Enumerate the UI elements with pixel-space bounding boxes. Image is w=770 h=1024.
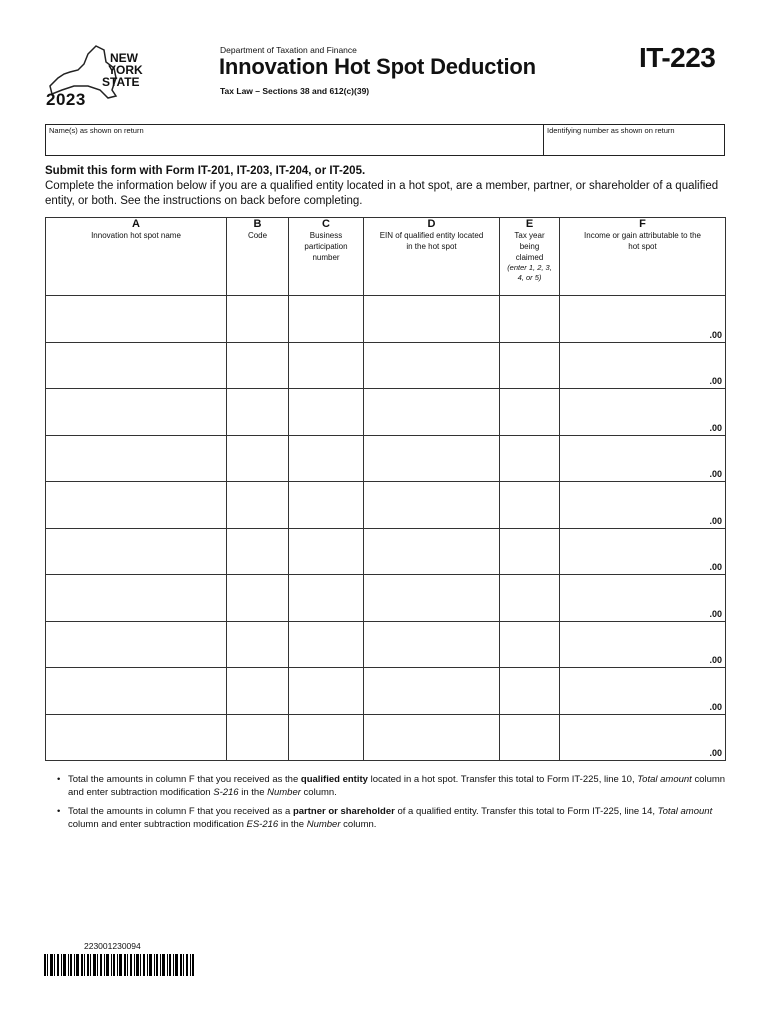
participation-number-cell[interactable] <box>289 389 364 436</box>
income-cell[interactable] <box>560 296 726 343</box>
tax-year-cell[interactable] <box>500 389 560 436</box>
ein-cell[interactable] <box>364 714 500 761</box>
note-partner-shareholder: • Total the amounts in column F that you received as a partner or shareholder of a qualified entity. Transfer this total to Form IT-225, line 14, Total amount column and enter subtraction modification ES-216 in the Number column. <box>68 805 726 831</box>
table-row <box>46 435 726 482</box>
column-header-c: C Business participation number <box>289 218 364 296</box>
identifying-number-field[interactable] <box>543 124 725 156</box>
cents-suffix: .00 <box>709 469 722 479</box>
code-cell[interactable] <box>227 714 289 761</box>
logo-wordmark <box>102 52 143 88</box>
table-header-row <box>46 218 726 296</box>
column-header-e: E Tax year being claimed (enter 1, 2, 3, 4, or 5) <box>500 218 560 296</box>
participation-number-cell[interactable] <box>289 342 364 389</box>
hot-spot-name-cell[interactable] <box>46 621 227 668</box>
income-cell[interactable] <box>560 528 726 575</box>
column-header-a: A Innovation hot spot name <box>46 218 227 296</box>
cents-suffix: .00 <box>709 329 722 340</box>
form-year: 2023 <box>46 90 86 109</box>
logo-line-state: STATE <box>102 75 140 89</box>
code-cell[interactable] <box>227 621 289 668</box>
ein-cell[interactable] <box>364 482 500 529</box>
cents-suffix: .00 <box>709 515 722 526</box>
hot-spot-name-cell[interactable] <box>46 389 227 436</box>
ein-cell[interactable] <box>364 389 500 436</box>
code-cell[interactable] <box>227 575 289 622</box>
tax-year-cell[interactable] <box>500 435 560 482</box>
cents-suffix: .00 <box>709 562 722 572</box>
hot-spot-name-cell[interactable] <box>46 296 227 343</box>
hot-spot-name-cell[interactable] <box>46 342 227 389</box>
code-cell[interactable] <box>227 435 289 482</box>
hot-spot-name-cell[interactable] <box>46 435 227 482</box>
name-field[interactable] <box>45 124 544 156</box>
cents-suffix: .00 <box>709 376 722 386</box>
table-row <box>46 668 726 715</box>
code-cell[interactable] <box>227 296 289 343</box>
id-field-label: Identifying number as shown on return <box>547 126 675 135</box>
table-row <box>46 575 726 622</box>
form-subtitle: Tax Law – Sections 38 and 612(c)(39) <box>220 86 370 96</box>
income-cell[interactable] <box>560 342 726 389</box>
cents-suffix: .00 <box>709 701 722 712</box>
cents-suffix: .00 <box>709 422 722 433</box>
income-cell[interactable] <box>560 668 726 715</box>
ein-cell[interactable] <box>364 342 500 389</box>
income-cell[interactable] <box>560 714 726 761</box>
instructions <box>45 164 735 209</box>
income-cell[interactable] <box>560 389 726 436</box>
tax-year-cell[interactable] <box>500 575 560 622</box>
participation-number-cell[interactable] <box>289 482 364 529</box>
barcode-number: 223001230094 <box>84 941 141 951</box>
tax-year-cell[interactable] <box>500 714 560 761</box>
table-row <box>46 621 726 668</box>
name-field-label: Name(s) as shown on return <box>49 126 144 135</box>
participation-number-cell[interactable] <box>289 435 364 482</box>
code-cell[interactable] <box>227 668 289 715</box>
participation-number-cell[interactable] <box>289 296 364 343</box>
submit-line: Submit this form with Form IT-201, IT-203, IT-204, or IT-205. <box>45 165 366 177</box>
transfer-notes <box>56 773 726 837</box>
hot-spot-name-cell[interactable] <box>46 668 227 715</box>
form-title: Innovation Hot Spot Deduction <box>219 54 536 79</box>
code-cell[interactable] <box>227 389 289 436</box>
hot-spot-name-cell[interactable] <box>46 528 227 575</box>
ein-cell[interactable] <box>364 621 500 668</box>
cents-suffix: .00 <box>709 655 722 665</box>
barcode-icon <box>44 954 194 976</box>
table-row <box>46 389 726 436</box>
ein-cell[interactable] <box>364 435 500 482</box>
table-row <box>46 714 726 761</box>
cents-suffix: .00 <box>709 748 722 758</box>
ein-cell[interactable] <box>364 668 500 715</box>
participation-number-cell[interactable] <box>289 528 364 575</box>
instructions-body: Complete the information below if you are a qualified entity located in a hot spot, are a member, partner, or shareholder of a qualified entity, or both. See the instructions on back before completing. <box>45 180 719 207</box>
note-qualified-entity: • Total the amounts in column F that you received as the qualified entity located in a hot spot. Transfer this total to Form IT-225, line 10, Total amount column and enter subtraction modification S-216 in the Number column. <box>68 773 726 799</box>
income-cell[interactable] <box>560 621 726 668</box>
income-cell[interactable] <box>560 575 726 622</box>
code-cell[interactable] <box>227 528 289 575</box>
income-cell[interactable] <box>560 435 726 482</box>
code-cell[interactable] <box>227 482 289 529</box>
column-header-f: F Income or gain attributable to the hot spot <box>560 218 726 296</box>
form-number: IT-223 <box>639 42 716 73</box>
logo-line-new: NEW <box>110 51 138 65</box>
hot-spot-name-cell[interactable] <box>46 482 227 529</box>
ein-cell[interactable] <box>364 528 500 575</box>
tax-year-cell[interactable] <box>500 621 560 668</box>
cents-suffix: .00 <box>709 608 722 619</box>
tax-year-cell[interactable] <box>500 668 560 715</box>
table-row <box>46 528 726 575</box>
tax-year-cell[interactable] <box>500 482 560 529</box>
table-row <box>46 296 726 343</box>
logo-line-york: YORK <box>108 63 143 77</box>
department-name: Department of Taxation and Finance <box>220 45 357 55</box>
code-cell[interactable] <box>227 342 289 389</box>
participation-number-cell[interactable] <box>289 575 364 622</box>
tax-year-cell[interactable] <box>500 528 560 575</box>
hot-spot-name-cell[interactable] <box>46 575 227 622</box>
tax-year-cell[interactable] <box>500 342 560 389</box>
tax-year-cell[interactable] <box>500 296 560 343</box>
table-row <box>46 482 726 529</box>
participation-number-cell[interactable] <box>289 714 364 761</box>
table-row <box>46 342 726 389</box>
column-header-b: B Code <box>227 218 289 296</box>
column-header-d: D EIN of qualified entity located in the hot spot <box>364 218 500 296</box>
hot-spot-name-cell[interactable] <box>46 714 227 761</box>
barcode <box>44 954 194 976</box>
hot-spot-table <box>45 217 726 761</box>
nys-logo <box>44 44 148 110</box>
participation-number-cell[interactable] <box>289 621 364 668</box>
participation-number-cell[interactable] <box>289 668 364 715</box>
ein-cell[interactable] <box>364 296 500 343</box>
income-cell[interactable] <box>560 482 726 529</box>
ein-cell[interactable] <box>364 575 500 622</box>
